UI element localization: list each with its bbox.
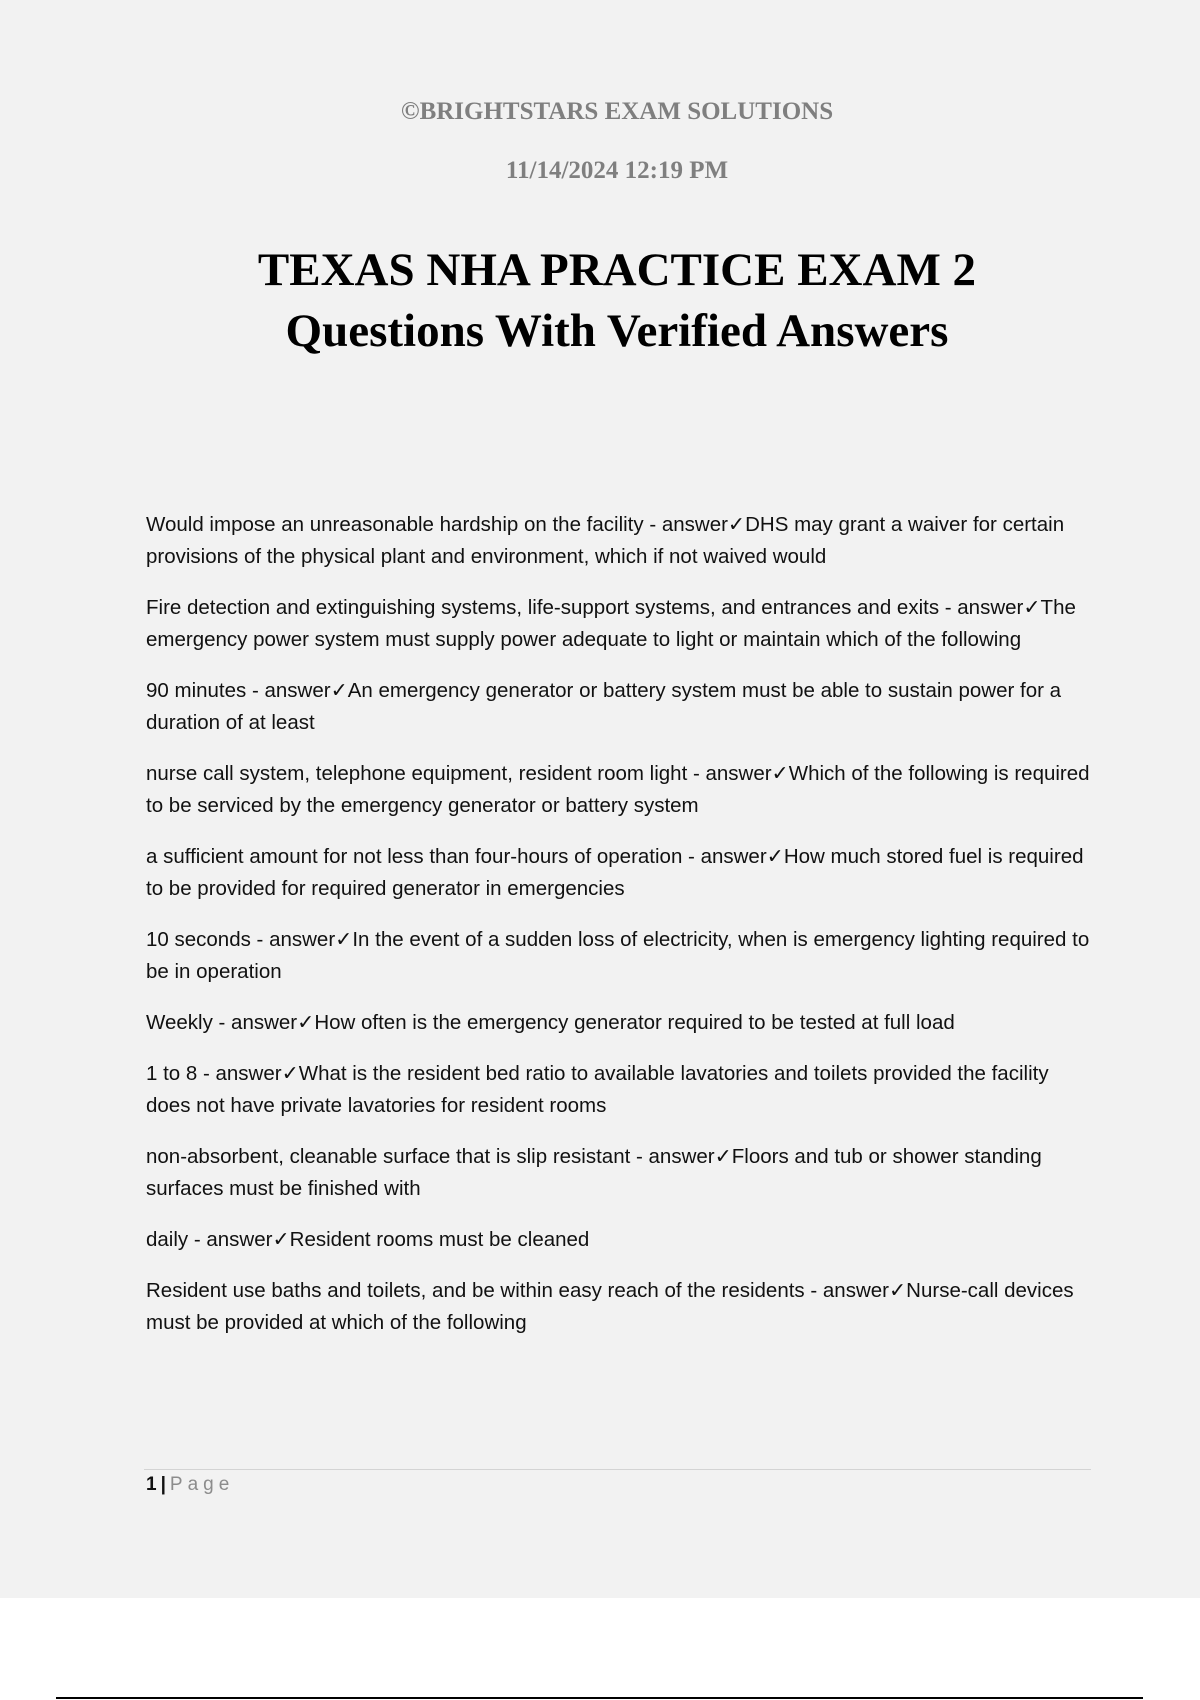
watermark-datetime: 11/14/2024 12:19 PM	[505, 157, 729, 184]
qa-list	[146, 509, 1096, 1358]
qa-item: 1 to 8 - answer✓What is the resident bed ratio to available lavatories and toilets provided the facility does not have private lavatories for resident rooms	[146, 1062, 1049, 1117]
qa-item: a sufficient amount for not less than four-hours of operation - answer✓How much stored fuel is required to be provided for required generator in emergencies	[146, 845, 1084, 900]
document-title	[0, 240, 1200, 362]
page-footer	[146, 1474, 234, 1496]
qa-item: daily - answer✓Resident rooms must be cleaned	[146, 1228, 590, 1251]
qa-item: Would impose an unreasonable hardship on the facility - answer✓DHS may grant a waiver for certain provisions of the physical plant and environment, which if not waived would	[146, 513, 1065, 568]
qa-item: Fire detection and extinguishing systems, life-support systems, and entrances and exits - answer✓The emergency power system must supply power adequate to light or maintain which of the following	[146, 596, 1076, 651]
qa-item: nurse call system, telephone equipment, resident room light - answer✓Which of the following is required to be serviced by the emergency generator or battery system	[146, 762, 1090, 817]
document-title-line-1: TEXAS NHA PRACTICE EXAM 2	[257, 244, 977, 296]
qa-item: non-absorbent, cleanable surface that is slip resistant - answer✓Floors and tub or shower standing surfaces must be finished with	[146, 1145, 1042, 1200]
qa-item: Weekly - answer✓How often is the emergency generator required to be tested at full load	[146, 1011, 955, 1034]
qa-item: Resident use baths and toilets, and be within easy reach of the residents - answer✓Nurse-call devices must be provided at which of the following	[146, 1279, 1074, 1334]
qa-item: 90 minutes - answer✓An emergency generator or battery system must be able to sustain power for a duration of at least	[146, 679, 1062, 734]
qa-item: 10 seconds - answer✓In the event of a sudden loss of electricity, when is emergency lighting required to be in operation	[146, 928, 1090, 983]
page-label: Page	[169, 1474, 235, 1495]
page-number: 1	[146, 1474, 157, 1495]
page-separator: |	[160, 1474, 166, 1495]
document-title-line-2: Questions With Verified Answers	[285, 305, 949, 357]
watermark-brand: ©BRIGHTSTARS EXAM SOLUTIONS	[400, 98, 834, 125]
next-page-divider	[56, 1697, 1143, 1699]
footer-divider	[144, 1469, 1091, 1470]
